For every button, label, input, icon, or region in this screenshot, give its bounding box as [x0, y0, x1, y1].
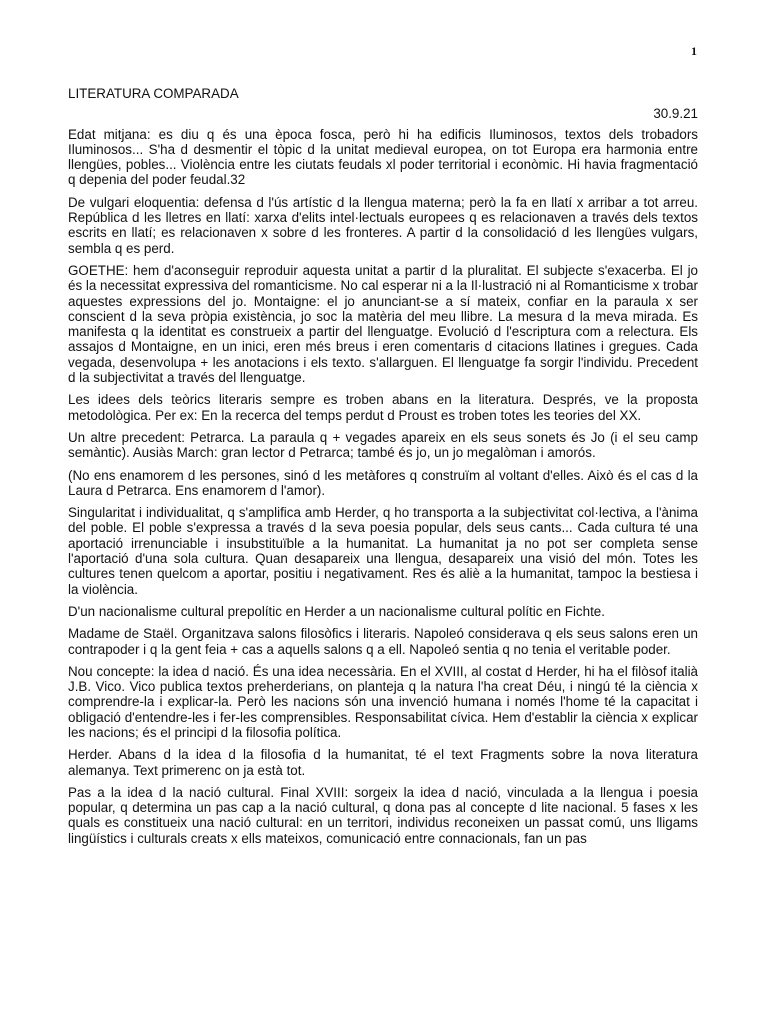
paragraph: (No ens enamorem d les persones, sinó d les metàfores q construïm al voltant d'elles. Això és el cas d la Laura d Petrarca. Ens enamorem d l'amor). [68, 467, 698, 498]
document-body [68, 86, 698, 853]
document-date: 30.9.21 [653, 106, 698, 122]
paragraph: Singularitat i individualitat, q s'amplifica amb Herder, q ho transporta a la subjectivitat col·lectiva, a l'ànima del poble. El poble s'expressa a través d la seva poesia popular, dels seus cants... Cada cultura té una aportació irrenunciable i insubstituïble a la humanitat. La humanitat ja no pot ser completa sense l'aportació d'una sola cultura. Quan desapareix una llengua, desapareix una visió del món. Totes les cultures tenen quelcom a aportar, positiu i negativament. Res és aliè a la humanitat, tampoc la bestiesa i la violència. [68, 505, 698, 597]
paragraph: Herder. Abans d la idea d la filosofia d la humanitat, té el text Fragments sobre la nova literatura alemanya. Text primerenc on ja està tot. [68, 747, 698, 778]
paragraph: Nou concepte: la idea d nació. És una idea necessària. En el XVIII, al costat d Herder, hi ha el filòsof italià J.B. Vico. Vico publica textos preherderians, on planteja q la natura l'ha creat Déu, i ningú té la ciència x comprendre-la i explicar-la. Però les nacions són una invenció humana i només l'home té la capacitat i obligació d'entendre-les i fer-les comprensibles. Responsabilitat cívica. Hem d'establir la ciència x explicar les nacions; és el principi d la filosofia política. [68, 663, 698, 740]
paragraph: De vulgari eloquentia: defensa d l'ús artístic d la llengua materna; però la fa en llatí x arribar a tot arreu. República d les lletres en llatí: xarxa d'elits intel·lectuals europees q es relacionaven a través dels textos escrits en llatí; es relacionaven x sobre d les fronteres. A partir d la consolidació d les llengües vulgars, sembla q es perd. [68, 194, 698, 256]
document-title: LITERATURA COMPARADA [68, 86, 239, 101]
paragraph: Un altre precedent: Petrarca. La paraula q + vegades apareix en els seus sonets és Jo (i el seu camp semàntic). Ausiàs March: gran lector d Petrarca; també és jo, un jo megalòman i amorós. [68, 429, 698, 461]
paragraph: Madame de Staël. Organitzava salons filosòfics i literaris. Napoleó considerava q els seus salons eren un contrapoder i q la gent feia + cas a aquells salons q a ell. Napoleó sentia q no tenia el veritable poder. [68, 626, 698, 657]
page-number: 1 [691, 44, 697, 58]
paragraph: D'un nacionalisme cultural prepolític en Herder a un nacionalisme cultural polític en Fichte. [68, 603, 605, 619]
paragraph: Edat mitjana: es diu q és una època fosca, però hi ha edificis Iluminosos, textos dels trobadors Iluminosos... S'ha d desmentir el tòpic d la unitat medieval europea, on tot Europa era harmonia entre llengües, pobles... Violència entre les ciutats feudals xl poder territorial i econòmic. Hi havia fragmentació q depenia del poder feudal.32 [68, 126, 698, 188]
paragraph: Les idees dels teòrics literaris sempre es troben abans en la literatura. Després, ve la proposta metodològica. Per ex: En la recerca del temps perdut d Proust es troben totes les teories del XX. [68, 392, 698, 423]
paragraph: Pas a la idea d la nació cultural. Final XVIII: sorgeix la idea d nació, vinculada a la llengua i poesia popular, q determina un pas cap a la nació cultural, q dona pas al concepte d lite nacional. 5 fases x les quals es constitueix una nació cultural: en un territori, individus reconeixen un passat comú, uns lligams lingüístics i culturals creats x ells mateixos, comunicació entre connacionals, fan un pas [68, 784, 698, 846]
paragraph: GOETHE: hem d'aconseguir reproduir aquesta unitat a partir d la pluralitat. El subjecte s'exacerba. El jo és la necessitat expressiva del romanticisme. No cal esperar ni a la Il·lustració ni al Romanticisme x trobar aquestes expressions del jo. Montaigne: el jo anunciant-se a sí mateix, confiar en la paraula x ser conscient d la seva pròpia existència, jo soc la matèria del meu llibre. La mesura d la meva mirada. Es manifesta q la identitat es construeix a partir del llenguatge. Evolució d l'escriptura com a relectura. Els assajos d Montaigne, en un inici, eren més breus i eren comentaris d citacions llatines i gregues. Cada vegada, desenvolupa + les anotacions i els texto. s'allarguen. El llenguatge fa sorgir l'individu. Precedent d la subjectivitat a través del llenguatge. [68, 262, 698, 386]
